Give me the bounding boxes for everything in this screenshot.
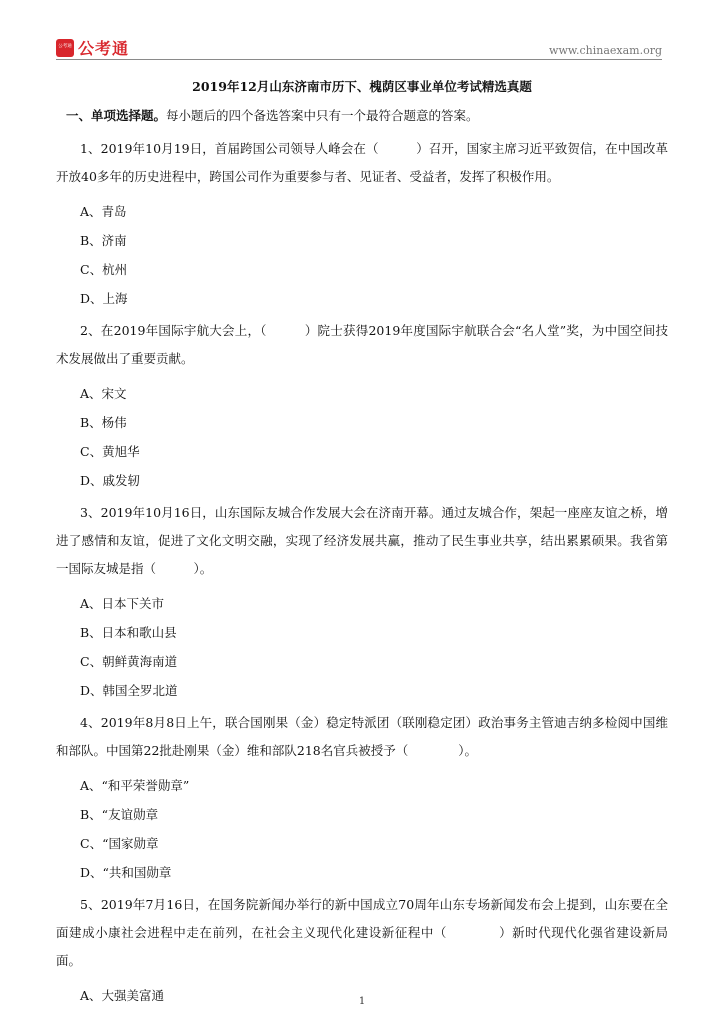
page-header <box>56 30 662 60</box>
question-text: 2、在2019年国际宇航大会上，（ ）院士获得2019年度国际宇航联合会“名人堂”奖，为中国空间技术发展做出了重要贡献。 <box>56 323 668 366</box>
answer-option: D、戚发轫 <box>80 473 141 488</box>
question-5 <box>56 891 668 1007</box>
answer-option: B、日本和歌山县 <box>80 625 177 640</box>
answer-option: B、杨伟 <box>80 415 127 430</box>
question-text: 4、2019年8月8日上午，联合国刚果（金）稳定特派团（联刚稳定团）政治事务主管迪吉纳多检阅中国维和部队。中国第22批赴刚果（金）维和部队218名官兵被授予（ ）。 <box>56 715 668 758</box>
answer-option: D、“共和国勋章 <box>80 865 172 880</box>
answer-option: A、“和平荣誉勋章” <box>80 778 190 793</box>
answer-option: C、杭州 <box>80 262 128 277</box>
answer-option: B、济南 <box>80 233 127 248</box>
site-url[interactable]: www.chinaexam.org <box>549 44 662 57</box>
answer-option: D、韩国全罗北道 <box>80 683 178 698</box>
question-3 <box>56 499 668 702</box>
answer-option: C、朝鲜黄海南道 <box>80 654 178 669</box>
question-1 <box>56 135 668 310</box>
document-body <box>56 78 668 1014</box>
section-heading <box>56 107 668 125</box>
question-4 <box>56 709 668 884</box>
question-text: 3、2019年10月16日，山东国际友城合作发展大会在济南开幕。通过友城合作，架起一座座友谊之桥，增进了感情和友谊，促进了文化文明交融，实现了经济发展共赢，推动了民生事业共享，结出累累硕果。我省第一国际友城是指（ ）。 <box>56 505 668 576</box>
question-2 <box>56 317 668 492</box>
section-heading-instruction: 每小题后的四个备选答案中只有一个最符合题意的答案。 <box>166 108 479 123</box>
answer-option: A、日本下关市 <box>80 596 165 611</box>
answer-option: C、“国家勋章 <box>80 836 159 851</box>
section-heading-label: 一、单项选择题。 <box>66 108 167 123</box>
answer-option: C、黄旭华 <box>80 444 140 459</box>
header-divider <box>56 59 662 60</box>
answer-option: A、青岛 <box>80 204 127 219</box>
answer-option: A、宋文 <box>80 386 127 401</box>
brand-logo[interactable] <box>56 36 129 59</box>
document-title: 2019年12月山东济南市历下、槐荫区事业单位考试精选真题 <box>192 79 532 94</box>
answer-option: D、上海 <box>80 291 128 306</box>
page-number: 1 <box>358 996 366 1007</box>
logo-text: 公考通 <box>78 39 130 58</box>
answer-option: A、大强美富通 <box>80 988 165 1003</box>
logo-badge-icon: 公考通 <box>56 39 74 57</box>
question-text: 5、2019年7月16日，在国务院新闻办举行的新中国成立70周年山东专场新闻发布会上提到，山东要在全面建成小康社会进程中走在前列，在社会主义现代化建设新征程中（ ）新时代现代化强省建设新局面。 <box>56 897 668 968</box>
answer-option: B、“友谊勋章 <box>80 807 159 822</box>
question-text: 1、2019年10月19日，首届跨国公司领导人峰会在（ ）召开，国家主席习近平致贺信，在中国改革开放40多年的历史进程中，跨国公司作为重要参与者、见证者、受益者，发挥了积极作用。 <box>56 141 668 184</box>
